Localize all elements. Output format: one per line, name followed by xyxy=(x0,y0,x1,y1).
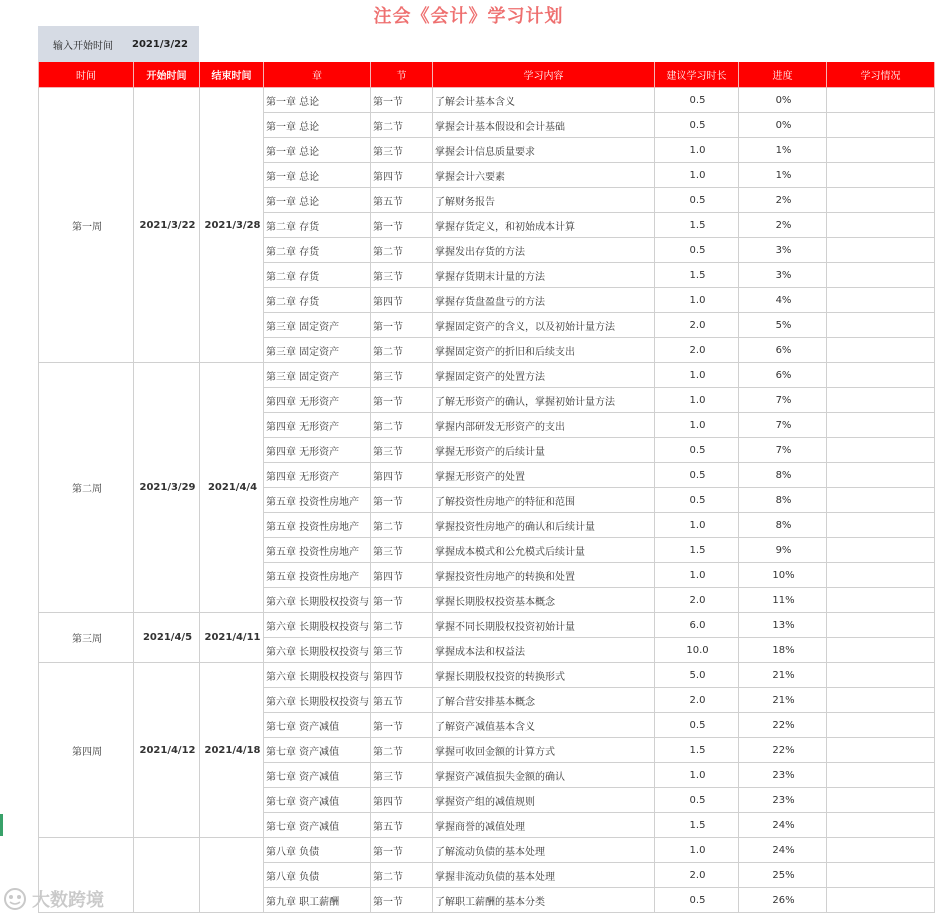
content-cell: 掌握存货期末计量的方法 xyxy=(433,263,655,288)
section-cell: 第二节 xyxy=(371,738,433,763)
progress-cell: 13% xyxy=(739,613,827,638)
watermark-text: 大数跨境 xyxy=(32,890,104,911)
chapter-cell: 第六章 长期股权投资与 xyxy=(264,613,371,638)
progress-cell: 4% xyxy=(739,288,827,313)
table-row xyxy=(39,363,935,388)
progress-cell: 2% xyxy=(739,188,827,213)
section-cell: 第二节 xyxy=(371,413,433,438)
chapter-cell: 第九章 职工薪酬 xyxy=(264,888,371,913)
chapter-cell: 第二章 存货 xyxy=(264,238,371,263)
section-cell: 第三节 xyxy=(371,263,433,288)
section-cell: 第三节 xyxy=(371,638,433,663)
progress-cell: 23% xyxy=(739,788,827,813)
week-cell: 第二周 xyxy=(39,363,134,613)
content-cell: 掌握固定资产的折旧和后续支出 xyxy=(433,338,655,363)
chapter-cell: 第七章 资产减值 xyxy=(264,813,371,838)
status-cell[interactable] xyxy=(827,263,935,288)
table-row xyxy=(39,838,935,863)
col-header-end: 结束时间 xyxy=(200,62,264,88)
chapter-cell: 第二章 存货 xyxy=(264,288,371,313)
section-cell: 第三节 xyxy=(371,763,433,788)
hours-cell: 1.0 xyxy=(655,563,739,588)
study-plan-table xyxy=(38,62,935,913)
week-cell: 第三周 xyxy=(39,613,134,663)
chapter-cell: 第八章 负债 xyxy=(264,863,371,888)
hours-cell: 1.0 xyxy=(655,163,739,188)
section-cell: 第一节 xyxy=(371,488,433,513)
week-end-cell: 2021/4/4 xyxy=(200,363,264,613)
chapter-cell: 第四章 无形资产 xyxy=(264,413,371,438)
week-start-cell xyxy=(134,838,200,913)
status-cell[interactable] xyxy=(827,838,935,863)
status-cell[interactable] xyxy=(827,113,935,138)
progress-cell: 11% xyxy=(739,588,827,613)
status-cell[interactable] xyxy=(827,363,935,388)
hours-cell: 1.0 xyxy=(655,388,739,413)
hours-cell: 2.0 xyxy=(655,688,739,713)
section-cell: 第五节 xyxy=(371,813,433,838)
section-cell: 第一节 xyxy=(371,88,433,113)
content-cell: 掌握发出存货的方法 xyxy=(433,238,655,263)
status-cell[interactable] xyxy=(827,488,935,513)
section-cell: 第五节 xyxy=(371,188,433,213)
content-cell: 了解无形资产的确认，掌握初始计量方法 xyxy=(433,388,655,413)
week-end-cell: 2021/4/18 xyxy=(200,663,264,838)
section-cell: 第二节 xyxy=(371,113,433,138)
table-row xyxy=(39,88,935,113)
section-cell: 第二节 xyxy=(371,238,433,263)
col-header-status: 学习情况 xyxy=(827,62,935,88)
section-cell: 第一节 xyxy=(371,388,433,413)
progress-cell: 8% xyxy=(739,488,827,513)
week-cell: 第一周 xyxy=(39,88,134,363)
content-cell: 掌握会计信息质量要求 xyxy=(433,138,655,163)
table-body xyxy=(39,88,935,913)
chapter-cell: 第五章 投资性房地产 xyxy=(264,538,371,563)
status-cell[interactable] xyxy=(827,688,935,713)
progress-cell: 26% xyxy=(739,888,827,913)
content-cell: 掌握可收回金额的计算方式 xyxy=(433,738,655,763)
content-cell: 掌握无形资产的处置 xyxy=(433,463,655,488)
hours-cell: 2.0 xyxy=(655,338,739,363)
progress-cell: 22% xyxy=(739,713,827,738)
progress-cell: 0% xyxy=(739,88,827,113)
status-cell[interactable] xyxy=(827,863,935,888)
col-header-week: 时间 xyxy=(39,62,134,88)
status-cell[interactable] xyxy=(827,463,935,488)
status-cell[interactable] xyxy=(827,188,935,213)
chapter-cell: 第三章 固定资产 xyxy=(264,363,371,388)
progress-cell: 3% xyxy=(739,263,827,288)
progress-cell: 24% xyxy=(739,838,827,863)
content-cell: 掌握商誉的减值处理 xyxy=(433,813,655,838)
chapter-cell: 第四章 无形资产 xyxy=(264,388,371,413)
hours-cell: 0.5 xyxy=(655,463,739,488)
chapter-cell: 第二章 存货 xyxy=(264,213,371,238)
hours-cell: 1.0 xyxy=(655,288,739,313)
content-cell: 掌握存货定义，和初始成本计算 xyxy=(433,213,655,238)
hours-cell: 1.0 xyxy=(655,413,739,438)
content-cell: 掌握固定资产的处置方法 xyxy=(433,363,655,388)
content-cell: 掌握非流动负债的基本处理 xyxy=(433,863,655,888)
chapter-cell: 第四章 无形资产 xyxy=(264,438,371,463)
progress-cell: 21% xyxy=(739,663,827,688)
table-row xyxy=(39,663,935,688)
table-row xyxy=(39,613,935,638)
hours-cell: 1.0 xyxy=(655,763,739,788)
content-cell: 掌握长期股权投资的转换形式 xyxy=(433,663,655,688)
section-cell: 第一节 xyxy=(371,713,433,738)
hours-cell: 1.5 xyxy=(655,213,739,238)
week-start-cell: 2021/3/22 xyxy=(134,88,200,363)
hours-cell: 1.5 xyxy=(655,813,739,838)
hours-cell: 0.5 xyxy=(655,188,739,213)
week-end-cell xyxy=(200,838,264,913)
status-cell[interactable] xyxy=(827,713,935,738)
hours-cell: 0.5 xyxy=(655,88,739,113)
week-end-cell: 2021/3/28 xyxy=(200,88,264,363)
section-cell: 第一节 xyxy=(371,213,433,238)
status-cell[interactable] xyxy=(827,413,935,438)
status-cell[interactable] xyxy=(827,288,935,313)
progress-cell: 10% xyxy=(739,563,827,588)
chapter-cell: 第二章 存货 xyxy=(264,263,371,288)
content-cell: 了解职工薪酬的基本分类 xyxy=(433,888,655,913)
col-header-start: 开始时间 xyxy=(134,62,200,88)
progress-cell: 25% xyxy=(739,863,827,888)
chapter-cell: 第六章 长期股权投资与 xyxy=(264,588,371,613)
hours-cell: 1.5 xyxy=(655,538,739,563)
hours-cell: 0.5 xyxy=(655,488,739,513)
section-cell: 第四节 xyxy=(371,163,433,188)
progress-cell: 3% xyxy=(739,238,827,263)
progress-cell: 21% xyxy=(739,688,827,713)
section-cell: 第一节 xyxy=(371,888,433,913)
progress-cell: 18% xyxy=(739,638,827,663)
progress-cell: 8% xyxy=(739,513,827,538)
section-cell: 第三节 xyxy=(371,538,433,563)
chapter-cell: 第五章 投资性房地产 xyxy=(264,488,371,513)
status-cell[interactable] xyxy=(827,888,935,913)
chapter-cell: 第六章 长期股权投资与 xyxy=(264,638,371,663)
progress-cell: 1% xyxy=(739,163,827,188)
status-cell[interactable] xyxy=(827,588,935,613)
chapter-cell: 第六章 长期股权投资与 xyxy=(264,663,371,688)
progress-cell: 8% xyxy=(739,463,827,488)
status-cell[interactable] xyxy=(827,88,935,113)
content-cell: 掌握资产组的减值规则 xyxy=(433,788,655,813)
page-title: 注会《会计》学习计划 xyxy=(373,6,564,27)
progress-cell: 6% xyxy=(739,338,827,363)
week-start-cell: 2021/4/5 xyxy=(134,613,200,663)
hours-cell: 5.0 xyxy=(655,663,739,688)
week-end-cell: 2021/4/11 xyxy=(200,613,264,663)
section-cell: 第四节 xyxy=(371,663,433,688)
content-cell: 掌握内部研发无形资产的支出 xyxy=(433,413,655,438)
status-cell[interactable] xyxy=(827,563,935,588)
section-cell: 第一节 xyxy=(371,313,433,338)
section-cell: 第四节 xyxy=(371,563,433,588)
chapter-cell: 第七章 资产减值 xyxy=(264,738,371,763)
content-cell: 掌握投资性房地产的转换和处置 xyxy=(433,563,655,588)
content-cell: 了解合营安排基本概念 xyxy=(433,688,655,713)
chapter-cell: 第七章 资产减值 xyxy=(264,713,371,738)
section-cell: 第三节 xyxy=(371,363,433,388)
start-date-input[interactable]: 2021/3/22 xyxy=(132,38,189,50)
status-cell[interactable] xyxy=(827,788,935,813)
col-header-hours: 建议学习时长 xyxy=(655,62,739,88)
content-cell: 掌握资产减值损失金额的确认 xyxy=(433,763,655,788)
status-cell[interactable] xyxy=(827,813,935,838)
hours-cell: 2.0 xyxy=(655,313,739,338)
status-cell[interactable] xyxy=(827,138,935,163)
section-cell: 第四节 xyxy=(371,788,433,813)
status-cell[interactable] xyxy=(827,163,935,188)
col-header-progress: 进度 xyxy=(739,62,827,88)
status-cell[interactable] xyxy=(827,638,935,663)
status-cell[interactable] xyxy=(827,513,935,538)
section-cell: 第五节 xyxy=(371,688,433,713)
status-cell[interactable] xyxy=(827,538,935,563)
status-cell[interactable] xyxy=(827,388,935,413)
week-start-cell: 2021/3/29 xyxy=(134,363,200,613)
content-cell: 了解资产减值基本含义 xyxy=(433,713,655,738)
content-cell: 掌握成本法和权益法 xyxy=(433,638,655,663)
progress-cell: 23% xyxy=(739,763,827,788)
chapter-cell: 第一章 总论 xyxy=(264,163,371,188)
col-header-content: 学习内容 xyxy=(433,62,655,88)
section-cell: 第二节 xyxy=(371,513,433,538)
content-cell: 掌握投资性房地产的确认和后续计量 xyxy=(433,513,655,538)
status-cell[interactable] xyxy=(827,313,935,338)
watermark-logo-icon xyxy=(2,886,28,912)
status-cell[interactable] xyxy=(827,238,935,263)
progress-cell: 7% xyxy=(739,388,827,413)
status-cell[interactable] xyxy=(827,338,935,363)
hours-cell: 2.0 xyxy=(655,588,739,613)
sheet-edge-marker xyxy=(0,814,3,836)
week-cell: 第四周 xyxy=(39,663,134,838)
section-cell: 第二节 xyxy=(371,338,433,363)
content-cell: 掌握固定资产的含义，以及初始计量方法 xyxy=(433,313,655,338)
progress-cell: 6% xyxy=(739,363,827,388)
content-cell: 掌握存货盘盈盘亏的方法 xyxy=(433,288,655,313)
progress-cell: 24% xyxy=(739,813,827,838)
col-header-section: 节 xyxy=(371,62,433,88)
chapter-cell: 第五章 投资性房地产 xyxy=(264,513,371,538)
hours-cell: 0.5 xyxy=(655,438,739,463)
chapter-cell: 第七章 资产减值 xyxy=(264,788,371,813)
content-cell: 掌握不同长期股权投资初始计量 xyxy=(433,613,655,638)
watermark xyxy=(2,886,104,912)
progress-cell: 9% xyxy=(739,538,827,563)
section-cell: 第四节 xyxy=(371,463,433,488)
progress-cell: 2% xyxy=(739,213,827,238)
hours-cell: 0.5 xyxy=(655,788,739,813)
hours-cell: 0.5 xyxy=(655,888,739,913)
status-cell[interactable] xyxy=(827,438,935,463)
progress-cell: 5% xyxy=(739,313,827,338)
content-cell: 了解会计基本含义 xyxy=(433,88,655,113)
section-cell: 第三节 xyxy=(371,138,433,163)
hours-cell: 1.0 xyxy=(655,138,739,163)
hours-cell: 1.0 xyxy=(655,513,739,538)
col-header-chapter: 章 xyxy=(264,62,371,88)
start-date-label: 输入开始时间 xyxy=(53,40,113,52)
content-cell: 掌握长期股权投资基本概念 xyxy=(433,588,655,613)
chapter-cell: 第六章 长期股权投资与 xyxy=(264,688,371,713)
status-cell[interactable] xyxy=(827,613,935,638)
progress-cell: 7% xyxy=(739,438,827,463)
section-cell: 第四节 xyxy=(371,288,433,313)
chapter-cell: 第五章 投资性房地产 xyxy=(264,563,371,588)
hours-cell: 1.5 xyxy=(655,738,739,763)
chapter-cell: 第四章 无形资产 xyxy=(264,463,371,488)
content-cell: 掌握会计基本假设和会计基础 xyxy=(433,113,655,138)
chapter-cell: 第三章 固定资产 xyxy=(264,338,371,363)
content-cell: 了解财务报告 xyxy=(433,188,655,213)
progress-cell: 7% xyxy=(739,413,827,438)
content-cell: 了解流动负债的基本处理 xyxy=(433,838,655,863)
content-cell: 掌握会计六要素 xyxy=(433,163,655,188)
chapter-cell: 第一章 总论 xyxy=(264,113,371,138)
progress-cell: 22% xyxy=(739,738,827,763)
status-cell[interactable] xyxy=(827,738,935,763)
section-cell: 第二节 xyxy=(371,863,433,888)
status-cell[interactable] xyxy=(827,213,935,238)
chapter-cell: 第八章 负债 xyxy=(264,838,371,863)
hours-cell: 1.5 xyxy=(655,263,739,288)
hours-cell: 0.5 xyxy=(655,238,739,263)
status-cell[interactable] xyxy=(827,663,935,688)
chapter-cell: 第七章 资产减值 xyxy=(264,763,371,788)
progress-cell: 1% xyxy=(739,138,827,163)
chapter-cell: 第一章 总论 xyxy=(264,138,371,163)
status-cell[interactable] xyxy=(827,763,935,788)
table-header-row xyxy=(39,62,935,88)
progress-cell: 0% xyxy=(739,113,827,138)
chapter-cell: 第三章 固定资产 xyxy=(264,313,371,338)
section-cell: 第一节 xyxy=(371,838,433,863)
content-cell: 掌握成本模式和公允模式后续计量 xyxy=(433,538,655,563)
hours-cell: 2.0 xyxy=(655,863,739,888)
hours-cell: 0.5 xyxy=(655,713,739,738)
hours-cell: 6.0 xyxy=(655,613,739,638)
hours-cell: 10.0 xyxy=(655,638,739,663)
chapter-cell: 第一章 总论 xyxy=(264,88,371,113)
content-cell: 了解投资性房地产的特征和范围 xyxy=(433,488,655,513)
section-cell: 第一节 xyxy=(371,588,433,613)
hours-cell: 1.0 xyxy=(655,838,739,863)
content-cell: 掌握无形资产的后续计量 xyxy=(433,438,655,463)
week-start-cell: 2021/4/12 xyxy=(134,663,200,838)
start-date-box xyxy=(38,26,199,62)
section-cell: 第二节 xyxy=(371,613,433,638)
hours-cell: 1.0 xyxy=(655,363,739,388)
hours-cell: 0.5 xyxy=(655,113,739,138)
chapter-cell: 第一章 总论 xyxy=(264,188,371,213)
section-cell: 第三节 xyxy=(371,438,433,463)
